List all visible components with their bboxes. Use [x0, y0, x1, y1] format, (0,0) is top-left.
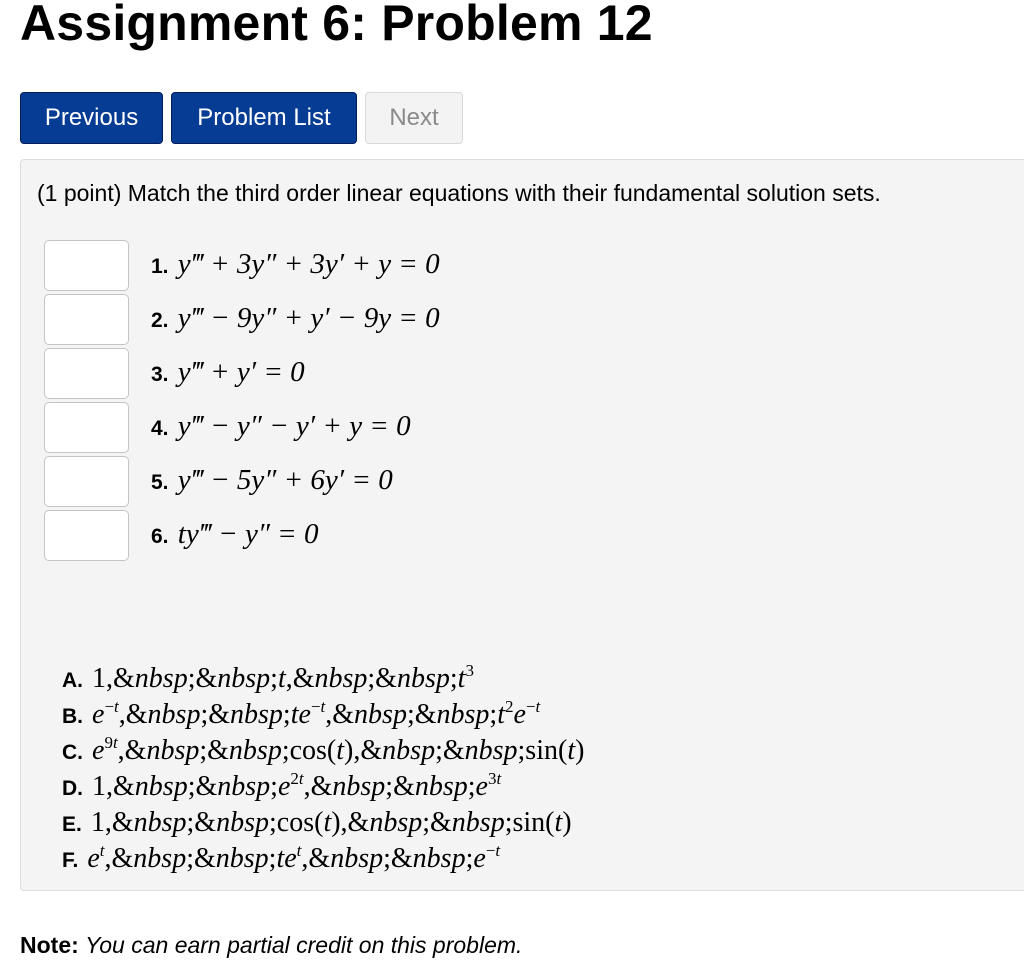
answer-input-2[interactable] [44, 294, 129, 345]
equation-5 [151, 463, 393, 500]
problem-list-button[interactable]: Problem List [171, 92, 357, 144]
note-label: Note: [20, 932, 79, 958]
option-text: $e^{9t},\&nbsp;\&nbsp;\cos(t),\&nbsp;\&nbsp;\sin(t)$ [92, 733, 585, 766]
option-text: 1,&nbsp;&nbsp;cos(t),&nbsp;&nbsp;sin(t) [90, 807, 572, 838]
equation-text: y‴ − 5y″ + 6y′ = 0 [177, 464, 393, 496]
equation-number: 4. [151, 417, 169, 440]
equation-text: y‴ + 3y″ + 3y′ + y = 0 [177, 248, 440, 280]
equation-number: 2. [151, 309, 169, 332]
option-text: $1,\&nbsp;\&nbsp;t,\&nbsp;\&nbsp;t^3$ [92, 661, 474, 694]
equation-3 [151, 355, 305, 392]
option-d [62, 770, 501, 806]
option-letter: E. [62, 813, 82, 836]
option-letter: C. [62, 741, 83, 764]
answer-input-6[interactable] [44, 510, 129, 561]
equation-text: ty‴ − y″ = 0 [177, 518, 319, 550]
equation-text: y‴ + y′ = 0 [177, 356, 305, 388]
equation-text: y‴ − y″ − y′ + y = 0 [177, 410, 411, 442]
option-e [62, 806, 572, 842]
option-c [62, 734, 584, 770]
partial-credit-note [20, 932, 522, 959]
answer-input-5[interactable] [44, 456, 129, 507]
answer-input-1[interactable] [44, 240, 129, 291]
note-text: You can earn partial credit on this problem. [85, 932, 523, 958]
option-text: $1,\&nbsp;\&nbsp;e^{2t},\&nbsp;\&nbsp;e^{3t}$ [92, 769, 502, 802]
answer-input-3[interactable] [44, 348, 129, 399]
option-letter: D. [62, 777, 83, 800]
equation-text: y‴ − 9y″ + y′ − 9y = 0 [177, 302, 440, 334]
option-a [62, 662, 474, 698]
option-letter: F. [62, 849, 79, 872]
equation-4 [151, 409, 411, 446]
problem-prompt: (1 point) Match the third order linear equations with their fundamental solution sets. [37, 180, 881, 206]
option-text: $e^t,\&nbsp;\&nbsp;te^t,\&nbsp;\&nbsp;e^{-t}$ [87, 841, 501, 874]
option-f [62, 842, 500, 878]
equation-number: 1. [151, 255, 169, 278]
equation-number: 3. [151, 363, 169, 386]
equation-number: 5. [151, 471, 169, 494]
page-title: Assignment 6: Problem 12 [20, 0, 653, 51]
problem-panel [20, 159, 1024, 891]
answer-input-4[interactable] [44, 402, 129, 453]
equation-1 [151, 247, 440, 284]
option-text: $e^{-t},\&nbsp;\&nbsp;te^{-t},\&nbsp;\&nbsp;t^2e^{-t}$ [92, 697, 541, 730]
option-b [62, 698, 540, 734]
previous-button[interactable]: Previous [20, 92, 163, 144]
option-letter: A. [62, 669, 83, 692]
option-letter: B. [62, 705, 83, 728]
equation-6 [151, 517, 318, 554]
equation-number: 6. [151, 525, 169, 548]
equation-2 [151, 301, 440, 338]
next-button[interactable]: Next [365, 92, 463, 144]
